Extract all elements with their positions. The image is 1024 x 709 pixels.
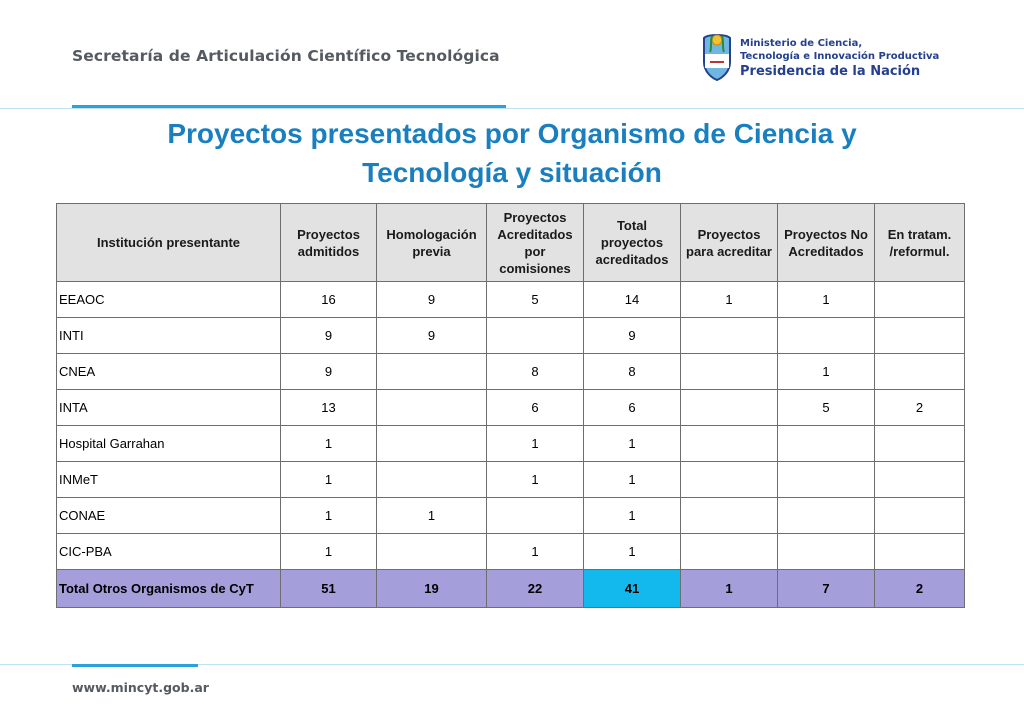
logo-line-tecnologia: Tecnología e Innovación Productiva — [740, 51, 940, 62]
total-cell: 7 — [778, 570, 875, 608]
table-row — [57, 354, 965, 390]
table-cell: 16 — [281, 282, 377, 318]
table-cell: 2 — [875, 390, 965, 426]
table-cell — [875, 534, 965, 570]
table-cell: 5 — [487, 282, 584, 318]
table-cell — [778, 498, 875, 534]
col-header-institucion: Institución presentante — [57, 204, 281, 282]
table-cell: 1 — [584, 534, 681, 570]
table-cell — [681, 354, 778, 390]
table-cell — [778, 534, 875, 570]
table-cell — [681, 534, 778, 570]
table-cell: 9 — [281, 354, 377, 390]
table-cell — [377, 354, 487, 390]
total-cell-highlight: 41 — [584, 570, 681, 608]
col-header-homologacion: Homologación previa — [377, 204, 487, 282]
table-cell: 13 — [281, 390, 377, 426]
table-cell: 9 — [584, 318, 681, 354]
table-cell — [875, 426, 965, 462]
table-cell — [778, 318, 875, 354]
table-cell: 14 — [584, 282, 681, 318]
col-header-admitidos: Proyectos admitidos — [281, 204, 377, 282]
projects-table — [56, 203, 965, 608]
table-cell: INTA — [57, 390, 281, 426]
table-cell: 1 — [377, 498, 487, 534]
table-cell: 1 — [281, 534, 377, 570]
table-cell: 1 — [681, 282, 778, 318]
total-cell: 51 — [281, 570, 377, 608]
table-row — [57, 498, 965, 534]
table-header-row — [57, 204, 965, 282]
table-cell: CONAE — [57, 498, 281, 534]
table-cell: CNEA — [57, 354, 281, 390]
table-cell: 1 — [778, 282, 875, 318]
table-cell — [681, 318, 778, 354]
header-line — [0, 108, 1024, 109]
logo-line-presidencia: Presidencia de la Nación — [740, 64, 921, 79]
table-cell: INMeT — [57, 462, 281, 498]
table-cell: 1 — [281, 426, 377, 462]
table-row — [57, 318, 965, 354]
table-row — [57, 426, 965, 462]
table-cell: 1 — [487, 534, 584, 570]
table-cell — [377, 462, 487, 498]
coat-of-arms-icon — [700, 32, 734, 82]
page-title — [40, 114, 984, 192]
total-cell: 22 — [487, 570, 584, 608]
table-cell — [681, 426, 778, 462]
table-cell: 1 — [487, 462, 584, 498]
total-cell: 19 — [377, 570, 487, 608]
table-cell — [487, 498, 584, 534]
footer-url: www.mincyt.gob.ar — [72, 680, 209, 695]
table-cell: 9 — [377, 282, 487, 318]
table-cell: 8 — [584, 354, 681, 390]
table-row — [57, 462, 965, 498]
table-cell: Hospital Garrahan — [57, 426, 281, 462]
page-title-line-2: Tecnología y situación — [362, 157, 662, 188]
ministry-logo — [700, 32, 940, 82]
table-cell: 1 — [584, 498, 681, 534]
col-header-acreditados-comisiones: Proyectos Acreditados por comisiones — [487, 204, 584, 282]
table-total-row — [57, 570, 965, 608]
logo-line-ministerio: Ministerio de Ciencia, — [740, 38, 863, 49]
table-cell: 6 — [487, 390, 584, 426]
header-title: Secretaría de Articulación Científico Tecnológica — [72, 47, 500, 65]
table-cell — [681, 390, 778, 426]
table-cell: 1 — [281, 498, 377, 534]
col-header-para-acreditar: Proyectos para acreditar — [681, 204, 778, 282]
total-cell: 2 — [875, 570, 965, 608]
table-cell: CIC-PBA — [57, 534, 281, 570]
table-cell — [875, 462, 965, 498]
table-cell — [875, 318, 965, 354]
total-label: Total Otros Organismos de CyT — [57, 570, 281, 608]
table-cell — [377, 534, 487, 570]
table-row — [57, 282, 965, 318]
table-cell — [875, 498, 965, 534]
table-cell: 5 — [778, 390, 875, 426]
table-cell: 8 — [487, 354, 584, 390]
table-cell — [377, 426, 487, 462]
table-cell: 1 — [778, 354, 875, 390]
table-cell — [875, 354, 965, 390]
table-cell — [778, 462, 875, 498]
col-header-no-acreditados: Proyectos No Acreditados — [778, 204, 875, 282]
table-cell: 9 — [377, 318, 487, 354]
table-row — [57, 534, 965, 570]
table-cell — [681, 498, 778, 534]
table-cell: 1 — [584, 462, 681, 498]
total-cell: 1 — [681, 570, 778, 608]
page-title-line-1: Proyectos presentados por Organismo de Ciencia y — [167, 118, 857, 149]
footer-underline — [72, 664, 198, 667]
table-cell — [875, 282, 965, 318]
col-header-en-tratamiento: En tratam. /reformul. — [875, 204, 965, 282]
table-cell — [377, 390, 487, 426]
table-cell: 1 — [281, 462, 377, 498]
table-cell: INTI — [57, 318, 281, 354]
table-cell — [778, 426, 875, 462]
table-cell — [487, 318, 584, 354]
table-cell — [681, 462, 778, 498]
col-header-total-acreditados: Total proyectos acreditados — [584, 204, 681, 282]
table-cell: EEAOC — [57, 282, 281, 318]
table-cell: 6 — [584, 390, 681, 426]
table-cell: 1 — [487, 426, 584, 462]
table-cell: 1 — [584, 426, 681, 462]
table-row — [57, 390, 965, 426]
table-cell: 9 — [281, 318, 377, 354]
